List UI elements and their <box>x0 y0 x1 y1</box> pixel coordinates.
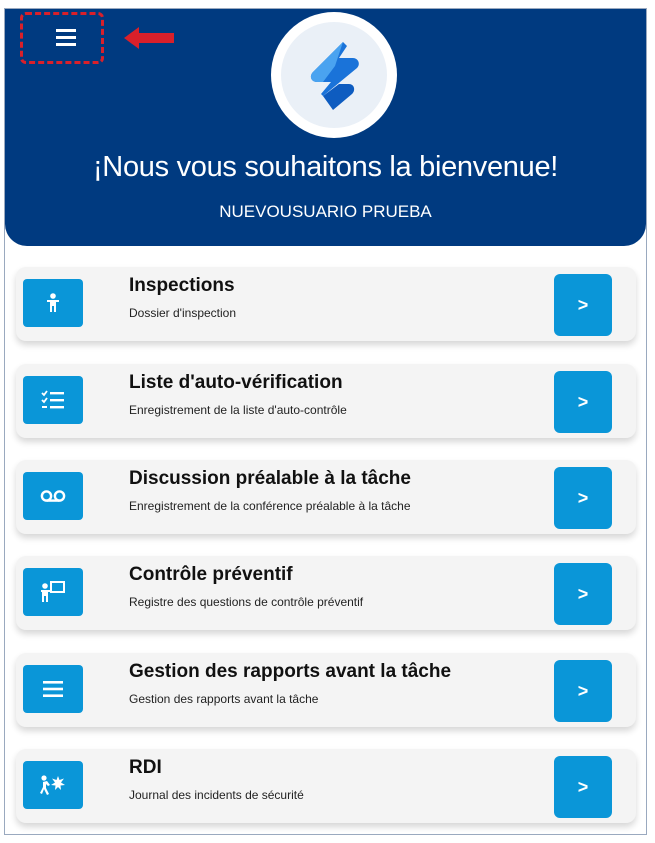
card-icon-box <box>23 665 83 713</box>
card-subtitle: Registre des questions de contrôle préventif <box>129 595 364 609</box>
card-title: Gestion des rapports avant la tâche <box>129 661 452 682</box>
card-subtitle: Enregistrement de la conférence préalable à la tâche <box>129 499 411 513</box>
card-icon-box <box>23 568 83 616</box>
brand-logo-icon <box>299 38 369 112</box>
header <box>5 9 646 246</box>
welcome-title: ¡Nous vous souhaitons la bienvenue! <box>92 151 559 183</box>
menu-button[interactable] <box>54 26 78 48</box>
menu-card-rdi[interactable] <box>16 749 636 823</box>
card-title: Contrôle préventif <box>129 564 293 585</box>
card-icon-box <box>23 472 83 520</box>
arrow-left-icon <box>124 27 174 49</box>
menu-card-preventive-control[interactable] <box>16 556 636 630</box>
card-icon-box <box>23 279 83 327</box>
menu-card-inspections[interactable] <box>16 267 636 341</box>
menu-card-self-check-list[interactable] <box>16 364 636 438</box>
presentation-icon <box>40 581 66 603</box>
card-icon-box <box>23 376 83 424</box>
incident-icon <box>40 774 66 796</box>
logo <box>271 12 397 138</box>
open-rdi-button[interactable]: > <box>554 756 612 818</box>
person-icon <box>45 293 61 313</box>
checklist-icon <box>41 390 65 410</box>
card-title: Inspections <box>129 275 235 296</box>
card-icon-box <box>23 761 83 809</box>
app-frame <box>4 8 647 835</box>
menu-card-pre-task-reports[interactable] <box>16 653 636 727</box>
card-subtitle: Dossier d'inspection <box>129 306 237 320</box>
card-title: RDI <box>129 757 162 778</box>
card-title: Liste d'auto-vérification <box>129 372 343 393</box>
card-subtitle: Enregistrement de la liste d'auto-contrôle <box>129 403 347 417</box>
open-pre-task-reports-button[interactable]: > <box>554 660 612 722</box>
menu-card-pre-task-discussion[interactable] <box>16 460 636 534</box>
list-icon <box>43 681 63 697</box>
card-subtitle: Journal des incidents de sécurité <box>129 788 304 802</box>
voicemail-icon <box>40 489 66 503</box>
card-title: Discussion préalable à la tâche <box>129 468 411 489</box>
open-preventive-control-button[interactable]: > <box>554 563 612 625</box>
card-subtitle: Gestion des rapports avant la tâche <box>129 692 319 706</box>
open-inspections-button[interactable]: > <box>554 274 612 336</box>
menu-icon <box>56 29 76 46</box>
open-pre-task-discussion-button[interactable]: > <box>554 467 612 529</box>
user-name: NUEVOUSUARIO PRUEBA <box>219 202 432 221</box>
open-self-check-button[interactable]: > <box>554 371 612 433</box>
